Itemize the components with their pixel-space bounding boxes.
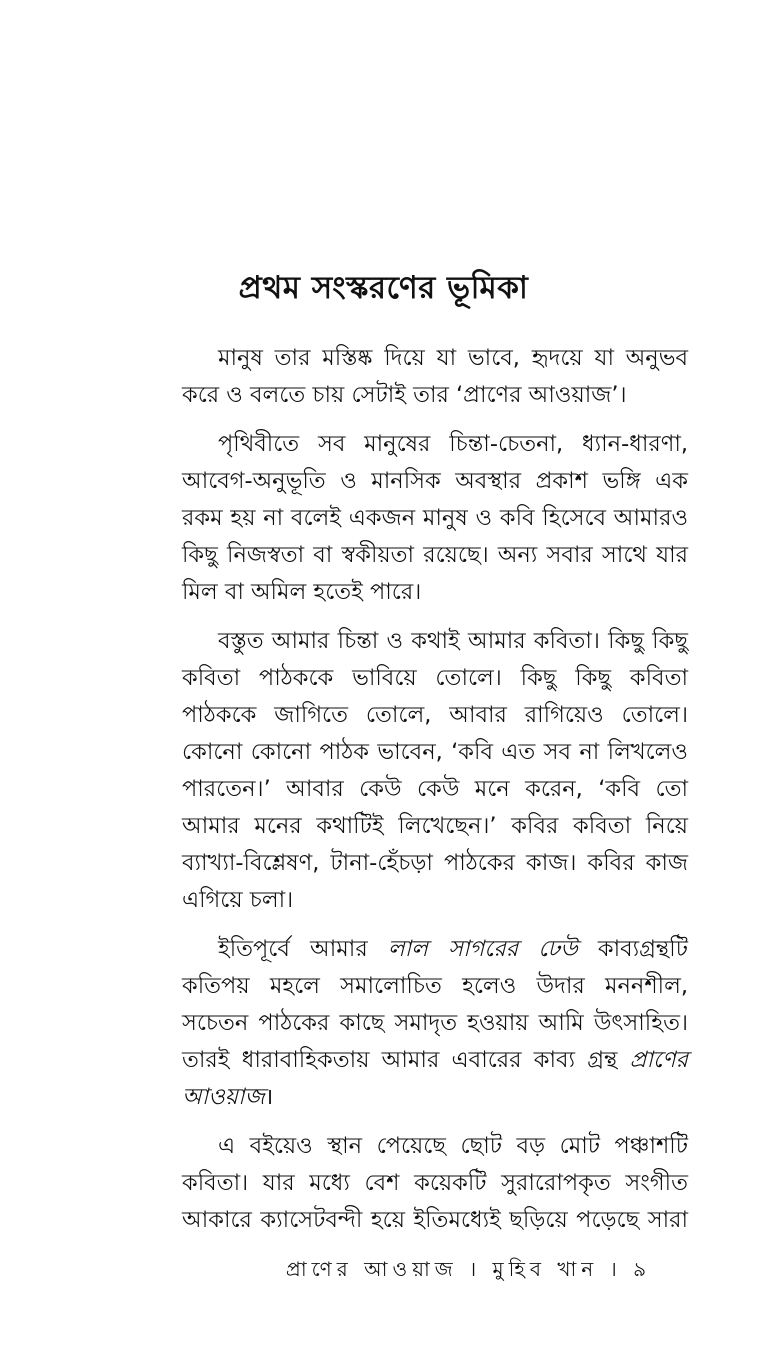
page-footer: প্রাণের আওয়াজ । মুহিব খান । ৯ xyxy=(285,1257,652,1281)
page-title: প্রথম সংস্করণের ভূমিকা xyxy=(238,270,529,306)
paragraph-1: মানুষ তার মস্তিষ্ক দিয়ে যা ভাবে, হৃদয়ে যা অনুভব করে ও বলতে চায় সেটাই তার ‘প্রাণের আওয়াজ’। xyxy=(182,345,688,408)
paragraph-3: বস্তুত আমার চিন্তা ও কথাই আমার কবিতা। কিছু কিছু কবিতা পাঠককে ভাবিয়ে তোলে। কিছু কিছু কবিতা পাঠককে জাগিতে তোলে, আবার রাগিয়েও তোলে। কোনো কোনো পাঠক ভাবেন, ‘কবি এত সব না লিখলেও পারতেন।’ আবার কেউ কেউ মনে করেন, ‘কবি তো আমার মনের কথাটিই লিখেছেন।’ কবির কবিতা নিয়ে ব্যাখ্যা-বিশ্লেষণ, টানা-হেঁচড়া পাঠকের কাজ। কবির কাজ এগিয়ে চলা। xyxy=(182,628,688,913)
paragraph-4-start: ইতিপূর্বে আমার xyxy=(218,936,388,962)
paragraph-4 xyxy=(182,931,688,1116)
book-title-previous: লাল সাগরের ঢেউ xyxy=(387,936,578,962)
paragraph-4-end: । xyxy=(264,1084,274,1110)
paragraph-2: পৃথিবীতে সব মানুষের চিন্তা-চেতনা, ধ্যান-ধারণা, আবেগ-অনুভূতি ও মানসিক অবস্থার প্রকাশ ভঙ্গি এক রকম হয় না বলেই একজন মানুষ ও কবি হিসেবে আমারও কিছু নিজস্বতা বা স্বকীয়তা রয়েছে। অন্য সবার সাথে যার মিল বা অমিল হতেই পারে। xyxy=(182,431,688,605)
paragraph-5: এ বইয়েও স্থান পেয়েছে ছোট বড় মোট পঞ্চাশটি কবিতা। যার মধ্যে বেশ কয়েকটি সুরারোপকৃত সংগীত আকারে ক্যাসেটবন্দী হয়ে ইতিমধ্যেই ছড়িয়ে পড়েছে সারা xyxy=(182,1133,688,1233)
preface-body xyxy=(182,340,688,1239)
paragraph-4-middle: কাব্যগ্রন্থটি কতিপয় মহলে সমালোচিত হলেও উদার মননশীল, সচেতন পাঠকের কাছে সমাদৃত হওয়ায় আমি উৎসাহিত। তারই ধারাবাহিকতায় আমার এবারের কাব্য গ্রন্থ xyxy=(182,936,688,1073)
book-title-current: প্রাণের আওয়াজ xyxy=(182,1047,688,1110)
